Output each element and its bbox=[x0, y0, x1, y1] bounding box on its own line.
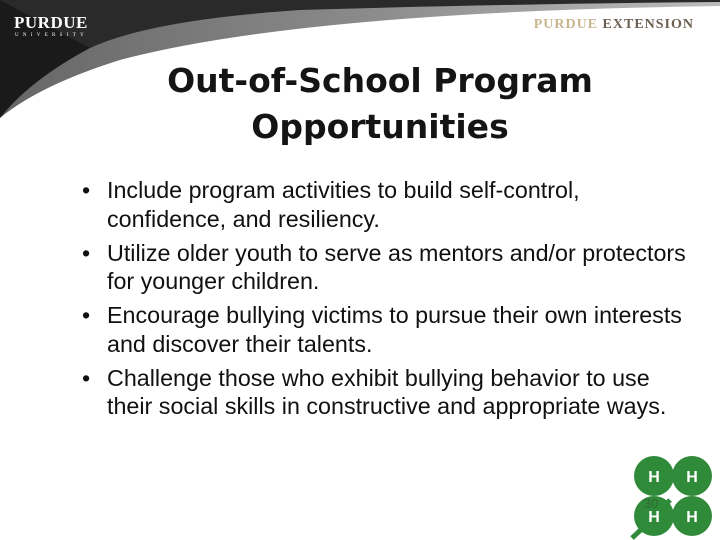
four-h-clover-icon bbox=[612, 450, 720, 540]
purdue-extension-logo bbox=[534, 17, 694, 33]
slide-title-line1: Out-of-School Program bbox=[167, 61, 593, 100]
page-number: 30 bbox=[643, 496, 659, 511]
clover-letter: H bbox=[686, 509, 698, 526]
slide-title-line2: Opportunities bbox=[251, 107, 509, 146]
clover-letter: H bbox=[686, 469, 698, 486]
bullet-item bbox=[82, 176, 692, 233]
bullet-item bbox=[82, 239, 692, 296]
bullet-marker: • bbox=[82, 302, 91, 328]
bullet-item bbox=[82, 364, 692, 421]
extension-logo-part2: EXTENSION bbox=[602, 17, 694, 32]
bullet-text: Encourage bullying victims to pursue their own interests and discover their talents. bbox=[107, 302, 682, 357]
purdue-logo-word: PURDUE bbox=[14, 13, 88, 32]
clover-letter: H bbox=[648, 509, 660, 526]
purdue-logo-sub: UNIVERSITY bbox=[15, 33, 88, 38]
bullet-text: Utilize older youth to serve as mentors and/or protectors for younger children. bbox=[107, 239, 686, 294]
purdue-university-logo bbox=[14, 14, 94, 40]
extension-logo-part1: PURDUE bbox=[533, 17, 599, 32]
bullet-item bbox=[82, 301, 692, 358]
clover-letter: H bbox=[648, 469, 660, 486]
bullet-text: Include program activities to build self-control, confidence, and resiliency. bbox=[107, 177, 580, 232]
bullet-marker: • bbox=[82, 364, 91, 391]
bullet-marker: • bbox=[82, 177, 91, 203]
bullet-list bbox=[82, 176, 692, 426]
bullet-text: Challenge those who exhibit bullying behavior to use their social skills in constructive and appropriate ways. bbox=[107, 364, 667, 419]
bullet-marker: • bbox=[82, 239, 91, 266]
slide-title bbox=[90, 58, 670, 150]
